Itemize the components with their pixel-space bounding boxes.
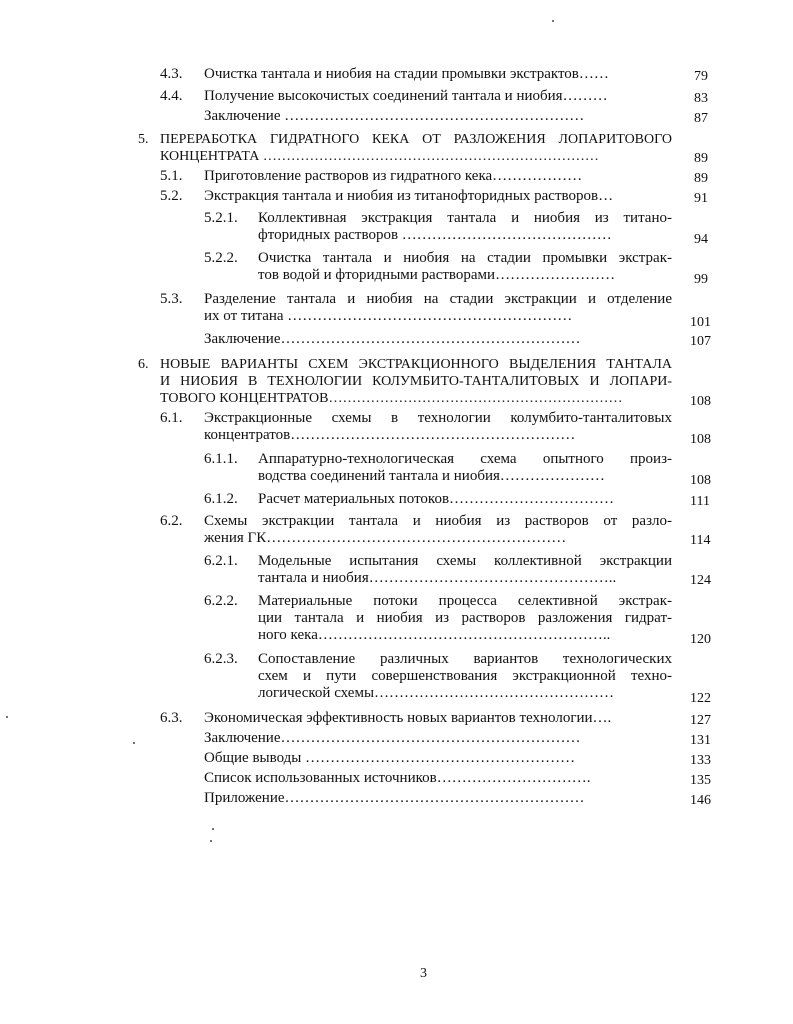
toc-title: Общие выводы ……………………………………………… [204, 750, 576, 766]
toc-page: 79 [694, 69, 708, 84]
toc-page: 108 [690, 473, 711, 488]
toc-page: 94 [694, 232, 708, 247]
toc-title-line: ПЕРЕРАБОТКА ГИДРАТНОГО КЕКА ОТ РАЗЛОЖЕНИЯ ЛОПАРИТОВОГО [160, 132, 672, 147]
toc-title-line: ного кека………………………………………………….. [258, 627, 611, 643]
toc-title-line: Экстракционные схемы в технологии колумбито-танталитовых [204, 410, 672, 426]
toc-title: Экстракция тантала и ниобия из титанофторидных растворов… [204, 188, 614, 204]
toc-number: 5. [138, 132, 149, 147]
toc-number: 5.2.1. [204, 210, 238, 226]
toc-title-line: Коллективная экстракция тантала и ниобия из титано- [258, 210, 672, 226]
toc-number: 5.1. [160, 168, 183, 184]
toc-title: Заключение…………………………………………………… [204, 331, 581, 347]
toc-title: Расчет материальных потоков…………………………… [258, 491, 615, 507]
toc-title-line: Очистка тантала и ниобия на стадии промывки экстрак- [258, 250, 672, 266]
scan-speck [212, 828, 214, 830]
toc-page: 107 [690, 334, 711, 349]
toc-page: 120 [690, 632, 711, 647]
toc-title: Экономическая эффективность новых вариантов технологии…. [204, 710, 612, 726]
toc-page: 101 [690, 315, 711, 330]
toc-title-line: ции тантала и ниобия из растворов разложения гидрат- [258, 610, 672, 626]
scan-speck [133, 742, 135, 744]
toc-title-line: их от титана ………………………………………………… [204, 308, 573, 324]
toc-title: Список использованных источников…………………………. [204, 770, 591, 786]
toc-page: 108 [690, 394, 711, 409]
toc-page: 83 [694, 91, 708, 106]
toc-title-line: схем и пути совершенствования экстракционной техно- [258, 668, 672, 684]
toc-page: 127 [690, 713, 711, 728]
toc-title: Приложение…………………………………………………… [204, 790, 585, 806]
toc-page: 87 [694, 111, 708, 126]
scan-speck [552, 20, 554, 22]
toc-number: 6.2.1. [204, 553, 238, 569]
toc-title: Получение высокочистых соединений тантала и ниобия……… [204, 88, 608, 104]
toc-page: 124 [690, 573, 711, 588]
toc-number: 6.1.2. [204, 491, 238, 507]
toc-page: 89 [694, 171, 708, 186]
toc-page: 99 [694, 272, 708, 287]
toc-title: Приготовление растворов из гидратного кека……………… [204, 168, 583, 184]
toc-title-line: концентратов………………………………………………… [204, 427, 576, 443]
toc-title: Заключение …………………………………………………… [204, 108, 585, 124]
toc-title-line: Разделение тантала и ниобия на стадии экстракции и отделение [204, 291, 672, 307]
toc-number: 6.2.3. [204, 651, 238, 667]
toc-title-line: Модельные испытания схемы коллективной экстракции [258, 553, 672, 569]
toc-title-line: И НИОБИЯ В ТЕХНОЛОГИИ КОЛУМБИТО-ТАНТАЛИТОВЫХ И ЛОПАРИ- [160, 374, 672, 389]
toc-page: 111 [690, 494, 710, 509]
toc-title-line: ТОВОГО КОНЦЕНТРАТОВ……………………………………………………… [160, 391, 623, 406]
page-number: 3 [420, 966, 427, 981]
toc-page: 146 [690, 793, 711, 808]
toc-page: 135 [690, 773, 711, 788]
toc-number: 6. [138, 357, 149, 372]
toc-title-line: КОНЦЕНТРАТА ……………………………………………………………… [160, 149, 599, 164]
toc-title-line: водства соединений тантала и ниобия………………… [258, 468, 605, 484]
scan-speck [210, 840, 212, 842]
toc-page: 131 [690, 733, 711, 748]
toc-number: 5.3. [160, 291, 183, 307]
toc-number: 6.2. [160, 513, 183, 529]
toc-page: 122 [690, 691, 711, 706]
toc-number: 6.1. [160, 410, 183, 426]
toc-page: 91 [694, 191, 708, 206]
toc-title: Заключение…………………………………………………… [204, 730, 581, 746]
toc-number: 6.1.1. [204, 451, 238, 467]
scan-speck [6, 716, 8, 718]
toc-number: 6.2.2. [204, 593, 238, 609]
toc-title-line: Аппаратурно-технологическая схема опытного произ- [258, 451, 672, 467]
toc-page: 133 [690, 753, 711, 768]
toc-number: 4.3. [160, 66, 183, 82]
toc-title-line: Материальные потоки процесса селективной экстрак- [258, 593, 672, 609]
toc-number: 4.4. [160, 88, 183, 104]
toc-title-line: Сопоставление различных вариантов технологических [258, 651, 672, 667]
toc-title-line: жения ГК…………………………………………………… [204, 530, 567, 546]
toc-title-line: тантала и ниобия………………………………………….. [258, 570, 617, 586]
toc-number: 5.2. [160, 188, 183, 204]
toc-title-line: тов водой и фторидными растворами…………………… [258, 267, 616, 283]
toc-title: Очистка тантала и ниобия на стадии промывки экстрактов…… [204, 66, 609, 82]
toc-title-line: фторидных растворов …………………………………… [258, 227, 612, 243]
toc-page: 108 [690, 432, 711, 447]
toc-number: 6.3. [160, 710, 183, 726]
toc-page: 114 [690, 533, 711, 548]
toc-number: 5.2.2. [204, 250, 238, 266]
toc-page: 89 [694, 151, 708, 166]
toc-title-line: Схемы экстракции тантала и ниобия из растворов от разло- [204, 513, 672, 529]
toc-title-line: логической схемы………………………………………… [258, 685, 615, 701]
toc-title-line: НОВЫЕ ВАРИАНТЫ СХЕМ ЭКСТРАКЦИОННОГО ВЫДЕЛЕНИЯ ТАНТАЛА [160, 357, 672, 372]
